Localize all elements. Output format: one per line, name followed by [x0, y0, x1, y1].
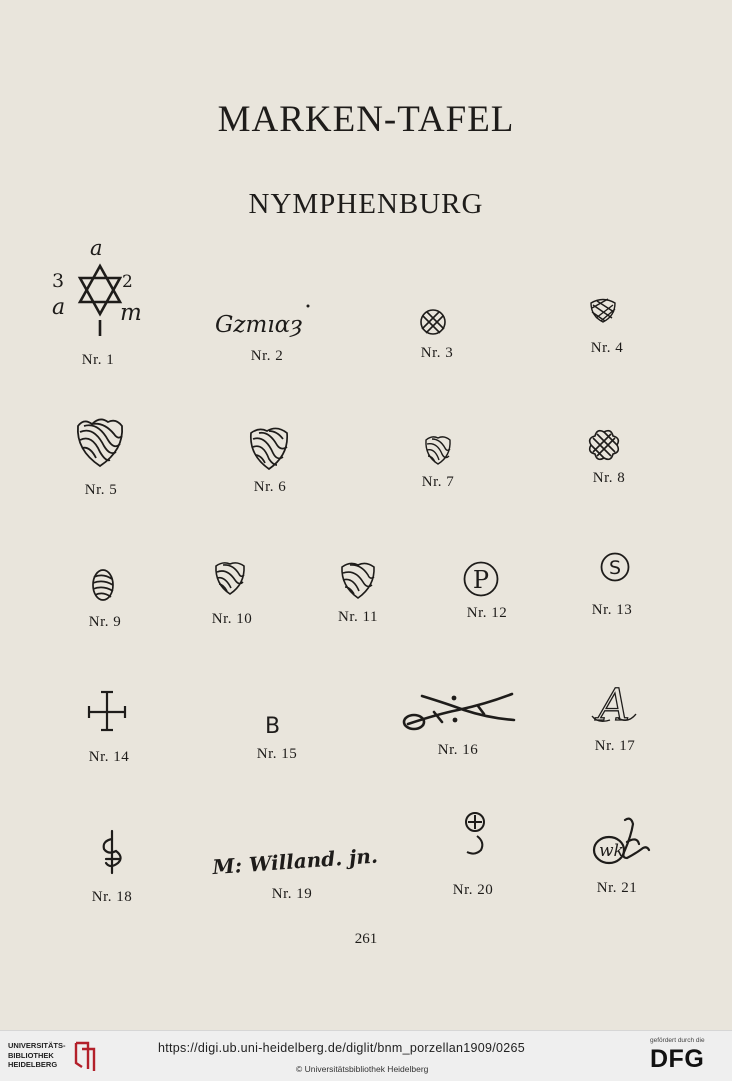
funded-by-text: gefördert durch die: [650, 1037, 705, 1044]
circled-p-icon: [462, 560, 500, 598]
monogram-a-icon: [588, 680, 638, 731]
mark-label: Nr. 14: [88, 749, 130, 765]
hatched-shield-icon: [213, 560, 247, 596]
mark-label: Nr. 17: [594, 738, 636, 754]
mark-label: Nr. 12: [466, 605, 508, 621]
small-hatched-shield-icon: [588, 296, 618, 324]
mark-label: Nr. 11: [338, 609, 378, 625]
mark-label: Nr. 19: [271, 886, 313, 902]
mark-text: A: [598, 680, 630, 731]
mark-label: Nr. 5: [84, 482, 118, 498]
mark-label: Nr. 21: [596, 880, 638, 896]
document-url-link[interactable]: https://digi.ub.uni-heidelberg.de/diglit/bnm_porzellan1909/0265: [158, 1041, 526, 1055]
mark-label: Nr. 4: [590, 340, 624, 356]
page-number: 261: [354, 931, 378, 947]
mark-label: Nr. 2: [250, 348, 284, 364]
mark-label: Nr. 6: [253, 479, 287, 495]
mark-label: Nr. 7: [421, 474, 455, 490]
mark-letter: 2: [122, 272, 133, 292]
mark-label: Nr. 8: [592, 470, 626, 486]
mark-label: Nr. 18: [91, 889, 133, 905]
cross-mark-icon: [86, 690, 128, 734]
mark-letter: 3: [52, 270, 65, 292]
signature-willand-icon: [210, 836, 390, 878]
circled-s-icon: [599, 551, 631, 583]
hatched-shield-icon: [247, 425, 291, 471]
library-name: UNIVERSITÄTS- BIBLIOTHEK HEIDELBERG: [8, 1041, 66, 1069]
page-subtitle: NYMPHENBURG: [248, 188, 484, 220]
library-logo-icon[interactable]: [72, 1039, 102, 1078]
mark-text: P: [472, 566, 490, 594]
hatched-shield-icon: [339, 560, 377, 600]
mark-text: M: Willand. jn.: [211, 843, 379, 880]
mark-label: Nr. 9: [88, 614, 122, 630]
mark-text: Gzmıɑȝ: [215, 312, 303, 338]
mark-letter: a: [90, 236, 103, 260]
crossed-swords-mark-icon: [398, 690, 518, 734]
oval-hatched-shield-icon: [90, 567, 116, 603]
hatched-shield-icon: [74, 416, 126, 468]
mark-label: Nr. 13: [591, 602, 633, 618]
mark-letter: m: [120, 300, 142, 326]
dfg-logo[interactable]: DFG: [650, 1045, 705, 1073]
mark-text: S: [608, 557, 622, 579]
mark-label: Nr. 1: [81, 352, 115, 368]
mark-label: Nr. 10: [211, 611, 253, 627]
mark-label: Nr. 3: [420, 345, 454, 361]
letter-b-mark-icon: [263, 711, 287, 737]
mark-label: Nr. 20: [452, 882, 494, 898]
small-hatched-shield-icon: [423, 434, 453, 466]
script-signature-mark-icon: [213, 302, 333, 342]
mark-text: wk: [599, 841, 624, 861]
viewer-footer: [0, 1030, 732, 1081]
quatrefoil-hatched-icon: [587, 428, 621, 462]
page-title: MARKEN-TAFEL: [217, 99, 515, 140]
script-wk-monogram-icon: [591, 814, 651, 870]
mark-label: Nr. 16: [437, 742, 479, 758]
mark-text: B: [265, 714, 281, 739]
circle-cross-hook-icon: [459, 808, 493, 858]
copyright-text: © Universitätsbibliothek Heidelberg: [296, 1064, 429, 1074]
crosshatched-circle-shield-icon: [418, 307, 448, 337]
hexagram-mark-icon: [50, 232, 150, 352]
mark-label: Nr. 15: [256, 746, 298, 762]
mark-letter: a: [52, 295, 66, 320]
script-monogram-icon: [98, 829, 126, 875]
